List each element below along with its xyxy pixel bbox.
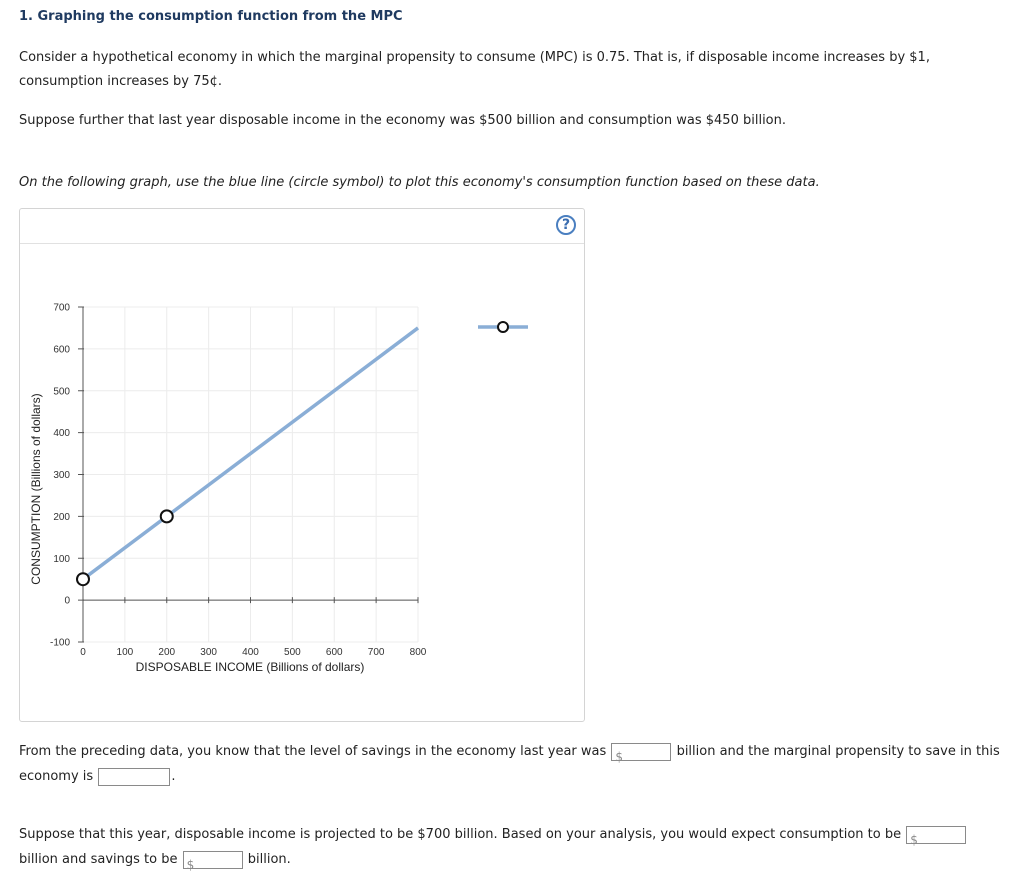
mps-input[interactable] [102, 769, 168, 785]
x-tick-label: 200 [158, 647, 176, 658]
savings-field[interactable] [611, 743, 671, 764]
y-tick-label: 100 [53, 553, 70, 565]
x-tick-label: 500 [284, 647, 301, 658]
q2-text-b: billion and savings to be [19, 852, 178, 867]
consumption-point[interactable] [161, 510, 173, 522]
y-tick-label: 0 [64, 595, 70, 607]
palette-circle-icon[interactable] [498, 322, 508, 332]
y-axis-title: CONSUMPTION (Billions of dollars) [29, 393, 43, 585]
intro-line-1: Consider a hypothetical economy in which the marginal propensity to consume (MPC) is 0.75. That is, if disposable income increases by $1, [19, 50, 930, 65]
consumption-field[interactable] [906, 826, 966, 847]
intro-line-2: consumption increases by 75¢. [19, 74, 223, 89]
savings-this-year-field[interactable] [183, 851, 243, 872]
consumption-input[interactable] [921, 827, 965, 843]
x-tick-label: 800 [409, 647, 427, 658]
q2-text-a: Suppose that this year, disposable income is projected to be $700 billion. Based on your analysis, you would expect consumption to be [19, 827, 902, 842]
mps-field[interactable] [98, 768, 170, 786]
x-axis-title: DISPOSABLE INCOME (Billions of dollars) [135, 660, 365, 674]
y-tick-label: 200 [53, 511, 70, 523]
q1-text-b: billion and the marginal propensity to save in this [676, 744, 1000, 759]
graph-instruction: On the following graph, use the blue line (circle symbol) to plot this economy's consumption function based on these data. [19, 175, 820, 190]
y-tick-label: 500 [53, 386, 70, 398]
x-tick-label: 300 [200, 647, 217, 658]
graph-panel[interactable] [19, 208, 585, 722]
dollar-prefix: $ [615, 749, 624, 764]
q1-text-c: economy is [19, 769, 94, 784]
y-tick-label: 400 [53, 428, 70, 440]
dollar-prefix: $ [910, 832, 918, 847]
q1-period: . [171, 769, 176, 784]
intro-paragraph-2: Suppose further that last year disposable income in the economy was $500 billion and consumption was $450 billion. [19, 113, 787, 128]
q2-text-c: billion. [247, 852, 291, 867]
y-tick-label: 700 [53, 302, 70, 314]
dollar-prefix: $ [186, 857, 195, 872]
q1-text-a: From the preceding data, you know that the level of savings in the economy last year was [19, 744, 607, 759]
question-1 [19, 739, 1009, 789]
consumption-point[interactable] [77, 573, 89, 585]
question-heading: 1. Graphing the consumption function from the MPC [19, 9, 403, 24]
x-tick-label: 400 [242, 647, 259, 658]
y-tick-label: 600 [53, 344, 70, 356]
savings-this-year-input[interactable] [198, 852, 242, 868]
savings-input[interactable] [626, 744, 670, 760]
consumption-chart[interactable] [20, 209, 584, 721]
x-tick-label: 0 [80, 647, 86, 658]
x-tick-label: 600 [325, 647, 343, 658]
y-tick-label: 300 [53, 470, 70, 481]
help-icon[interactable]: ? [556, 215, 576, 235]
question-2 [19, 822, 1009, 872]
x-tick-label: 100 [116, 647, 134, 658]
y-tick-label: -100 [49, 637, 70, 649]
intro-paragraph-1 [19, 46, 930, 94]
x-tick-label: 700 [367, 647, 385, 658]
